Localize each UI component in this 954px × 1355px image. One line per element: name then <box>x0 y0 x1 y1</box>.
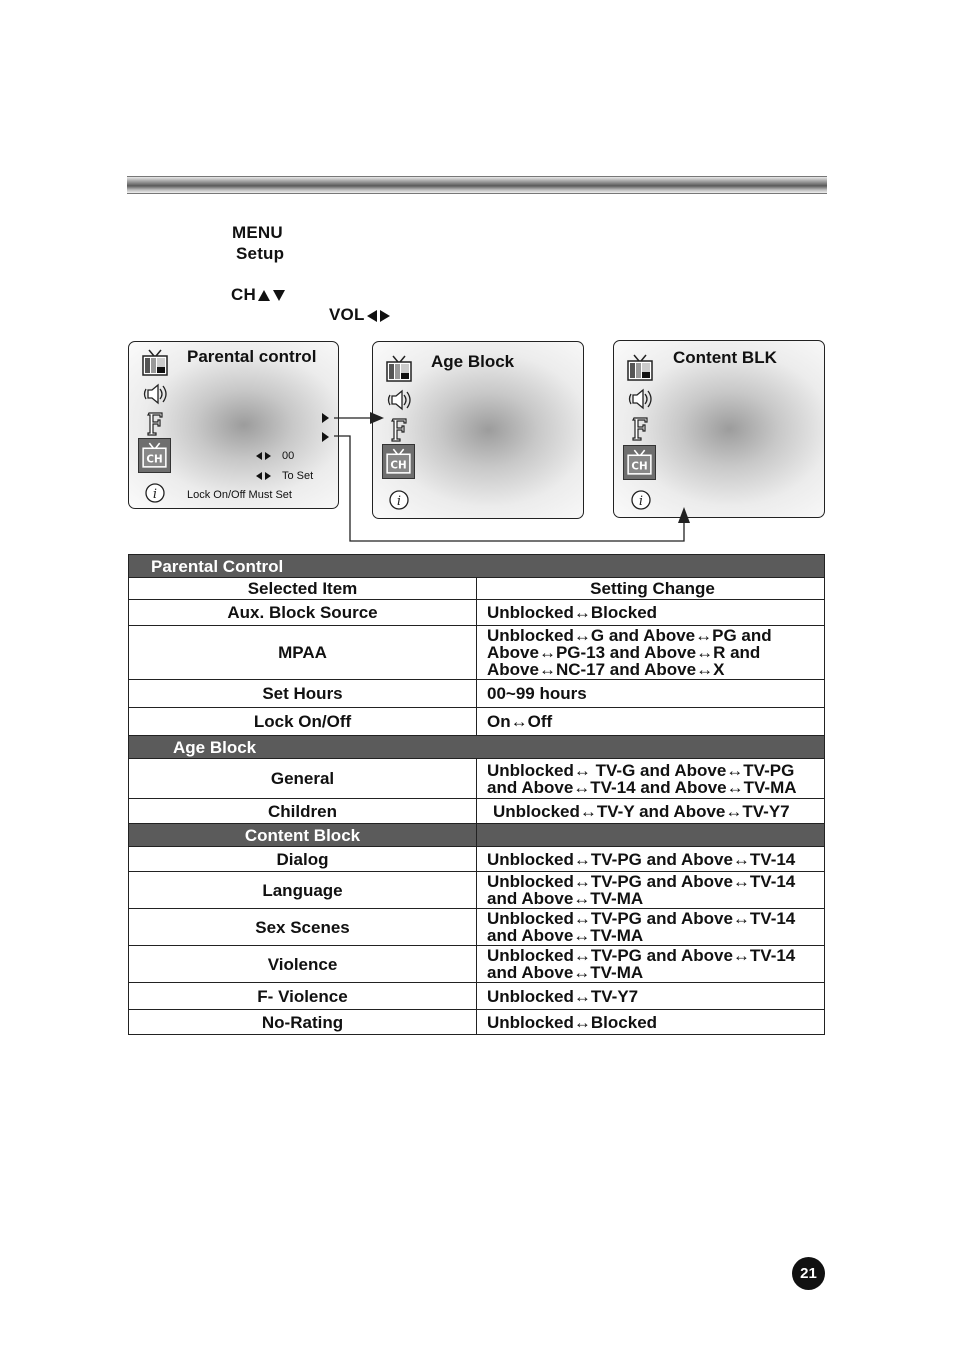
setting-cell: Unblocked↔TV-PG and Above↔TV-14 and Above↔TV-MA <box>477 872 825 909</box>
table-row <box>129 872 825 909</box>
item-cell: Violence <box>129 946 477 983</box>
setting-cell: Unblocked↔Blocked <box>477 1010 825 1035</box>
item-cell: Dialog <box>129 847 477 872</box>
item-cell: Children <box>129 799 477 824</box>
item-cell: MPAA <box>129 626 477 680</box>
ch-instruction <box>231 285 285 305</box>
svg-text:CH: CH <box>390 459 407 472</box>
item-cell: Lock On/Off <box>129 708 477 736</box>
left-arrow-icon <box>256 472 262 480</box>
header-bar <box>127 176 827 194</box>
table-row <box>129 759 825 799</box>
picture-icon <box>625 353 655 383</box>
info-icon <box>630 489 652 511</box>
table-row <box>129 708 825 736</box>
down-arrow-icon <box>273 290 285 301</box>
table-row <box>129 600 825 626</box>
table-row <box>129 847 825 872</box>
setup-label: Setup <box>236 244 285 263</box>
table-header-row <box>129 578 825 600</box>
table-row <box>129 946 825 983</box>
lock-note: Lock On/Off Must Set <box>187 489 292 501</box>
left-arrow-icon <box>367 310 377 322</box>
table-row <box>129 983 825 1010</box>
column-header-selected-item: Selected Item <box>129 578 477 600</box>
setting-cell: 00~99 hours <box>477 680 825 708</box>
section-title: Parental Control <box>129 555 825 578</box>
section-title: Content Block <box>129 824 477 847</box>
parental-settings-table <box>128 554 825 1035</box>
screen-title: Content BLK <box>673 348 777 367</box>
section-header-content-block <box>129 824 825 847</box>
submenu-arrow-icon <box>322 413 329 423</box>
svg-text:CH: CH <box>146 453 163 466</box>
channel-icon <box>624 446 655 479</box>
setting-cell: Unblocked↔TV-Y and Above↔TV-Y7 <box>477 799 825 824</box>
channel-icon <box>383 445 414 478</box>
item-cell: General <box>129 759 477 799</box>
section-header-blank <box>477 824 825 847</box>
table-row <box>129 909 825 946</box>
setting-cell: Unblocked↔ TV-G and Above↔TV-PG and Above↔TV-14 and Above↔TV-MA <box>477 759 825 799</box>
section-header-parental-control <box>129 555 825 578</box>
column-header-setting-change: Setting Change <box>477 578 825 600</box>
svg-text:i: i <box>152 487 158 502</box>
picture-icon <box>140 348 170 378</box>
sound-icon <box>140 379 170 409</box>
right-arrow-icon <box>380 310 390 322</box>
channel-icon-selected <box>138 438 171 473</box>
setting-cell: Unblocked↔TV-PG and Above↔TV-14 and Above↔TV-MA <box>477 909 825 946</box>
channel-icon <box>139 439 170 472</box>
sound-icon <box>625 384 655 414</box>
vol-label: VOL <box>329 305 365 324</box>
age-block-screen <box>372 341 584 519</box>
screen-title: Age Block <box>431 352 515 371</box>
menu-label: MENU <box>232 223 283 242</box>
table-row <box>129 1010 825 1035</box>
setting-cell: Unblocked↔TV-PG and Above↔TV-14 and Above↔TV-MA <box>477 946 825 983</box>
to-set-adjust <box>256 470 313 482</box>
section-title: Age Block <box>129 736 825 759</box>
channel-icon-selected <box>623 445 656 480</box>
setting-cell: Unblocked↔G and Above↔PG and Above↔PG-13 and Above↔R and Above↔NC-17 and Above↔X <box>477 626 825 680</box>
value-adjust <box>256 450 294 462</box>
page-number: 21 <box>792 1257 825 1290</box>
submenu-arrow-icon <box>322 432 329 442</box>
sound-icon <box>384 385 414 415</box>
info-icon <box>388 489 410 511</box>
setting-cell: Unblocked↔TV-Y7 <box>477 983 825 1010</box>
function-icon <box>140 408 170 438</box>
item-cell: F- Violence <box>129 983 477 1010</box>
to-set-text: To Set <box>282 470 314 482</box>
function-icon <box>384 414 414 444</box>
table-row <box>129 799 825 824</box>
content-blk-screen <box>613 340 825 518</box>
svg-text:CH: CH <box>631 460 648 473</box>
section-header-age-block <box>129 736 825 759</box>
setting-cell: Unblocked↔Blocked <box>477 600 825 626</box>
screen-title: Parental control <box>187 347 317 366</box>
item-cell: Set Hours <box>129 680 477 708</box>
svg-text:i: i <box>638 494 644 509</box>
svg-text:i: i <box>396 494 402 509</box>
table-row <box>129 626 825 680</box>
left-arrow-icon <box>256 452 262 460</box>
up-arrow-icon <box>258 290 270 301</box>
right-arrow-icon <box>265 452 271 460</box>
value-text: 00 <box>282 450 295 462</box>
setting-cell: On↔Off <box>477 708 825 736</box>
item-cell: No-Rating <box>129 1010 477 1035</box>
channel-icon-selected <box>382 444 415 479</box>
table-row <box>129 680 825 708</box>
setting-cell: Unblocked↔TV-PG and Above↔TV-14 <box>477 847 825 872</box>
item-cell: Sex Scenes <box>129 909 477 946</box>
ch-label: CH <box>231 285 256 304</box>
function-icon <box>625 413 655 443</box>
item-cell: Language <box>129 872 477 909</box>
info-icon <box>144 482 166 504</box>
item-cell: Aux. Block Source <box>129 600 477 626</box>
right-arrow-icon <box>265 472 271 480</box>
picture-icon <box>384 354 414 384</box>
vol-instruction <box>329 305 390 325</box>
parental-control-screen <box>128 341 339 509</box>
